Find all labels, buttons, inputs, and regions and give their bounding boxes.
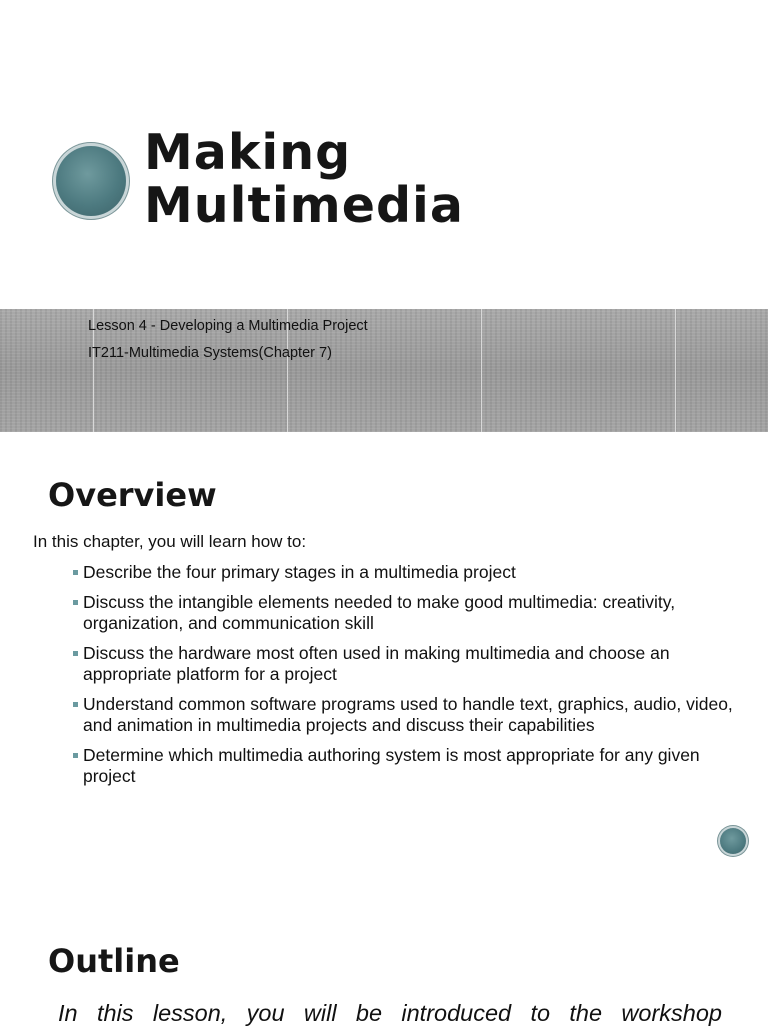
outline-slide xyxy=(0,892,768,1024)
bullet-text: Determine which multimedia authoring system is most appropriate for any given project xyxy=(83,745,700,786)
title-line-2: Multimedia xyxy=(144,177,464,234)
subtitle-lesson: Lesson 4 - Developing a Multimedia Project xyxy=(88,318,368,334)
overview-intro: In this chapter, you will learn how to: xyxy=(33,532,307,551)
decorative-circle xyxy=(56,146,126,216)
bullet-square-icon xyxy=(73,651,78,656)
list-item xyxy=(73,694,733,736)
bullet-text: Discuss the intangible elements needed to make good multimedia: creativity, organization, and communication skill xyxy=(83,592,676,633)
objectives-list xyxy=(73,562,733,796)
bullet-text: Discuss the hardware most often used in making multimedia and choose an appropriate platform for a project xyxy=(83,643,670,684)
bullet-square-icon xyxy=(73,600,78,605)
title-slide xyxy=(0,0,768,432)
band-divider xyxy=(481,309,482,432)
bullet-square-icon xyxy=(73,753,78,758)
list-item xyxy=(73,592,733,634)
bullet-square-icon xyxy=(73,702,78,707)
outline-heading: Outline xyxy=(48,942,180,980)
overview-heading: Overview xyxy=(48,476,217,514)
bullet-text: Understand common software programs used to handle text, graphics, audio, video, and animation in multimedia projects and discuss their capabilities xyxy=(83,694,733,735)
title-line-1: Making xyxy=(144,124,352,181)
subtitle-band xyxy=(0,309,768,432)
outline-text: In this lesson, you will be introduced to the workshop xyxy=(58,1000,722,1026)
list-item xyxy=(73,745,733,787)
list-item xyxy=(73,562,733,583)
bullet-text: Describe the four primary stages in a multimedia project xyxy=(83,562,516,582)
bullet-square-icon xyxy=(73,570,78,575)
decorative-circle-small xyxy=(720,828,746,854)
band-divider xyxy=(675,309,676,432)
overview-slide xyxy=(0,432,768,892)
subtitle-course: IT211-Multimedia Systems(Chapter 7) xyxy=(88,345,332,361)
list-item xyxy=(73,643,733,685)
slide-title xyxy=(144,126,464,232)
